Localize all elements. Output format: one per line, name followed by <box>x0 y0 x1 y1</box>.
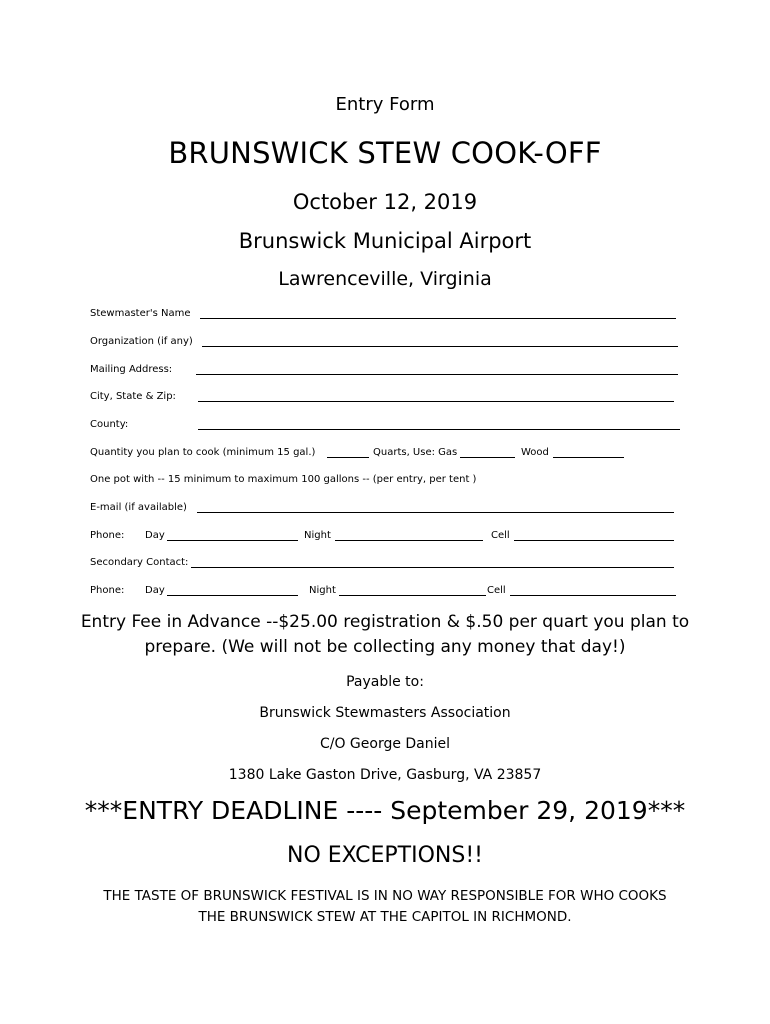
event-title: BRUNSWICK STEW COOK-OFF <box>168 136 602 170</box>
secondary-phone-label: Phone: <box>90 585 125 596</box>
county-field[interactable] <box>198 429 680 430</box>
payee-care-of: C/O George Daniel <box>319 736 451 752</box>
city-state-zip-field[interactable] <box>198 401 674 402</box>
cell-phone-field[interactable] <box>514 540 674 541</box>
quarts-gas-label: Quarts, Use: Gas <box>373 447 458 458</box>
county-label: County: <box>90 419 129 430</box>
secondary-contact-label: Secondary Contact: <box>90 557 189 568</box>
entry-fee-line-2: prepare. (We will not be collecting any money that day!) <box>144 637 626 657</box>
entry-fee-line-1: Entry Fee in Advance --$25.00 registration & $.50 per quart you plan to <box>80 612 690 632</box>
event-city: Lawrenceville, Virginia <box>278 268 492 290</box>
secondary-day-phone-field[interactable] <box>167 595 298 596</box>
night-label: Night <box>304 530 331 541</box>
wood-field[interactable] <box>553 457 624 458</box>
night-phone-field[interactable] <box>335 540 483 541</box>
cell-label: Cell <box>491 530 510 541</box>
gas-field[interactable] <box>460 457 515 458</box>
phone-label: Phone: <box>90 530 125 541</box>
entry-fee-notice <box>0 610 770 660</box>
email-label: E-mail (if available) <box>90 502 187 513</box>
event-location: Brunswick Municipal Airport <box>238 229 532 253</box>
secondary-contact-field[interactable] <box>191 567 674 568</box>
day-phone-field[interactable] <box>167 540 298 541</box>
day-label: Day <box>145 530 165 541</box>
stewmaster-name-field[interactable] <box>200 318 676 319</box>
stewmaster-name-label: Stewmaster's Name <box>90 308 191 319</box>
quantity-field[interactable] <box>327 457 369 458</box>
secondary-cell-label: Cell <box>487 585 506 596</box>
secondary-night-phone-field[interactable] <box>339 595 486 596</box>
event-date: October 12, 2019 <box>292 190 478 214</box>
mailing-address-label: Mailing Address: <box>90 364 173 375</box>
email-field[interactable] <box>197 512 674 513</box>
disclaimer: THE TASTE OF BRUNSWICK FESTIVAL IS IN NO WAY RESPONSIBLE FOR WHO COOKS THE BRUNSWICK STEW AT THE CAPITOL IN RICHMOND. <box>103 888 667 925</box>
mailing-address-field[interactable] <box>196 374 678 375</box>
quantity-label: Quantity you plan to cook (minimum 15 gal.) <box>90 447 316 458</box>
wood-label: Wood <box>521 447 549 458</box>
payee-address: 1380 Lake Gaston Drive, Gasburg, VA 23857 <box>228 767 542 783</box>
pot-note: One pot with -- 15 minimum to maximum 100 gallons -- (per entry, per tent ) <box>90 474 477 485</box>
no-exceptions: NO EXCEPTIONS!! <box>287 843 483 868</box>
city-state-zip-label: City, State & Zip: <box>90 391 176 402</box>
organization-field[interactable] <box>202 346 678 347</box>
organization-label: Organization (if any) <box>90 336 193 347</box>
payable-to: Payable to: <box>346 674 424 690</box>
secondary-night-label: Night <box>309 585 336 596</box>
payee-organization: Brunswick Stewmasters Association <box>259 705 511 721</box>
form-title: Entry Form <box>335 94 435 115</box>
secondary-cell-phone-field[interactable] <box>510 595 676 596</box>
entry-deadline: ***ENTRY DEADLINE ---- September 29, 2019*** <box>84 796 686 825</box>
secondary-day-label: Day <box>145 585 165 596</box>
